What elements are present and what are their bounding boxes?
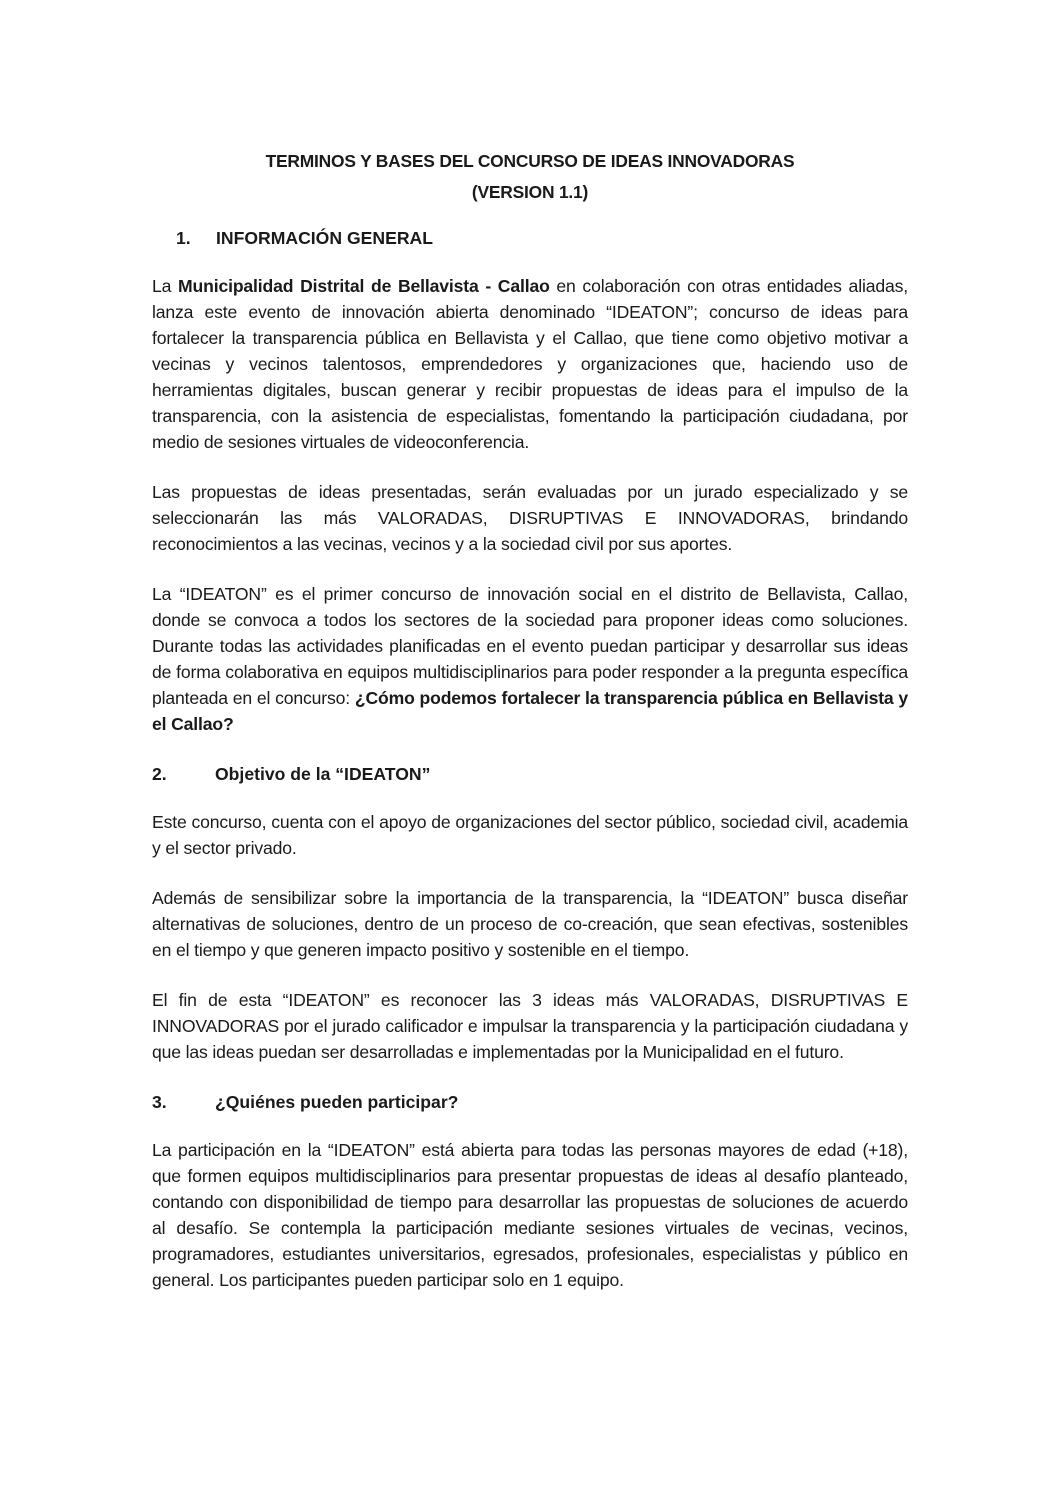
section-1-paragraph-2: Las propuestas de ideas presentadas, serán evaluadas por un jurado especializado y se seleccionarán las más VALORADAS, DISRUPTIVAS E INNOVADORAS, brindando reconocimientos a las vecinas, vecinos y a la sociedad civil por sus aportes. <box>152 482 908 554</box>
section-1-title: INFORMACIÓN GENERAL <box>216 228 433 248</box>
section-2-paragraph-2: Además de sensibilizar sobre la importancia de la transparencia, la “IDEATON” busca diseñar alternativas de soluciones, dentro de un proceso de co-creación, que sean efectivas, sostenibles en el tiempo y que generen impacto positivo y sostenible en el tiempo. <box>152 888 908 960</box>
paragraph-text: en colaboración con otras entidades aliadas, lanza este evento de innovación abierta denominado “IDEATON”; concurso de ideas para fortalecer la transparencia pública en Bellavista y el Callao, que tiene como objetivo motivar a vecinas y vecinos talentosos, emprendedores y organizaciones que, haciendo uso de herramientas digitales, buscan generar y recibir propuestas de ideas para el impulso de la transparencia, con la asistencia de especialistas, fomentando la participación ciudadana, por medio de sesiones virtuales de videoconferencia. <box>152 276 909 452</box>
paragraph-text: La <box>152 276 179 296</box>
section-1-paragraph-1 <box>152 273 908 455</box>
section-2-heading <box>152 761 908 787</box>
challenge-question: ¿Cómo podemos fortalecer la transparencia pública en Bellavista y el Callao? <box>152 688 909 734</box>
paragraph-bold-text: Municipalidad Distrital de Bellavista - Callao <box>178 276 550 296</box>
section-1-number: 1. <box>176 228 191 248</box>
section-1-heading <box>152 225 908 251</box>
section-3-number: 3. <box>152 1092 167 1112</box>
document-title: TERMINOS Y BASES DEL CONCURSO DE IDEAS INNOVADORAS <box>265 151 795 171</box>
document-body <box>152 146 908 1317</box>
section-2-number: 2. <box>152 764 167 784</box>
document-version: (VERSION 1.1) <box>471 182 589 202</box>
section-2-paragraph-3: El fin de esta “IDEATON” es reconocer las 3 ideas más VALORADAS, DISRUPTIVAS E INNOVADORAS por el jurado calificador e impulsar la transparencia y la participación ciudadana y que las ideas puedan ser desarrolladas e implementadas por la Municipalidad en el futuro. <box>152 990 908 1062</box>
section-3-paragraph-1: La participación en la “IDEATON” está abierta para todas las personas mayores de edad (+18), que formen equipos multidisciplinarios para presentar propuestas de ideas al desafío planteado, contando con disponibilidad de tiempo para desarrollar las propuestas de soluciones de acuerdo al desafío. Se contempla la participación mediante sesiones virtuales de vecinas, vecinos, programadores, estudiantes universitarios, egresados, profesionales, especialistas y público en general. Los participantes pueden participar solo en 1 equipo. <box>152 1140 908 1290</box>
section-3-heading <box>152 1089 908 1115</box>
section-2-paragraph-1: Este concurso, cuenta con el apoyo de organizaciones del sector público, sociedad civil, academia y el sector privado. <box>152 812 908 858</box>
section-2-title: Objetivo de la “IDEATON” <box>215 764 431 784</box>
paragraph-text: La “IDEATON” es el primer concurso de innovación social en el distrito de Bellavista, Callao, donde se convoca a todos los sectores de la sociedad para proponer ideas como soluciones. Durante todas las actividades planificadas en el evento puedan participar y desarrollar sus ideas de forma colaborativa en equipos multidisciplinarios para poder responder a la pregunta específica planteada en el concurso: <box>152 584 908 708</box>
section-3-title: ¿Quiénes pueden participar? <box>215 1092 459 1112</box>
section-1-paragraph-3 <box>152 581 908 737</box>
